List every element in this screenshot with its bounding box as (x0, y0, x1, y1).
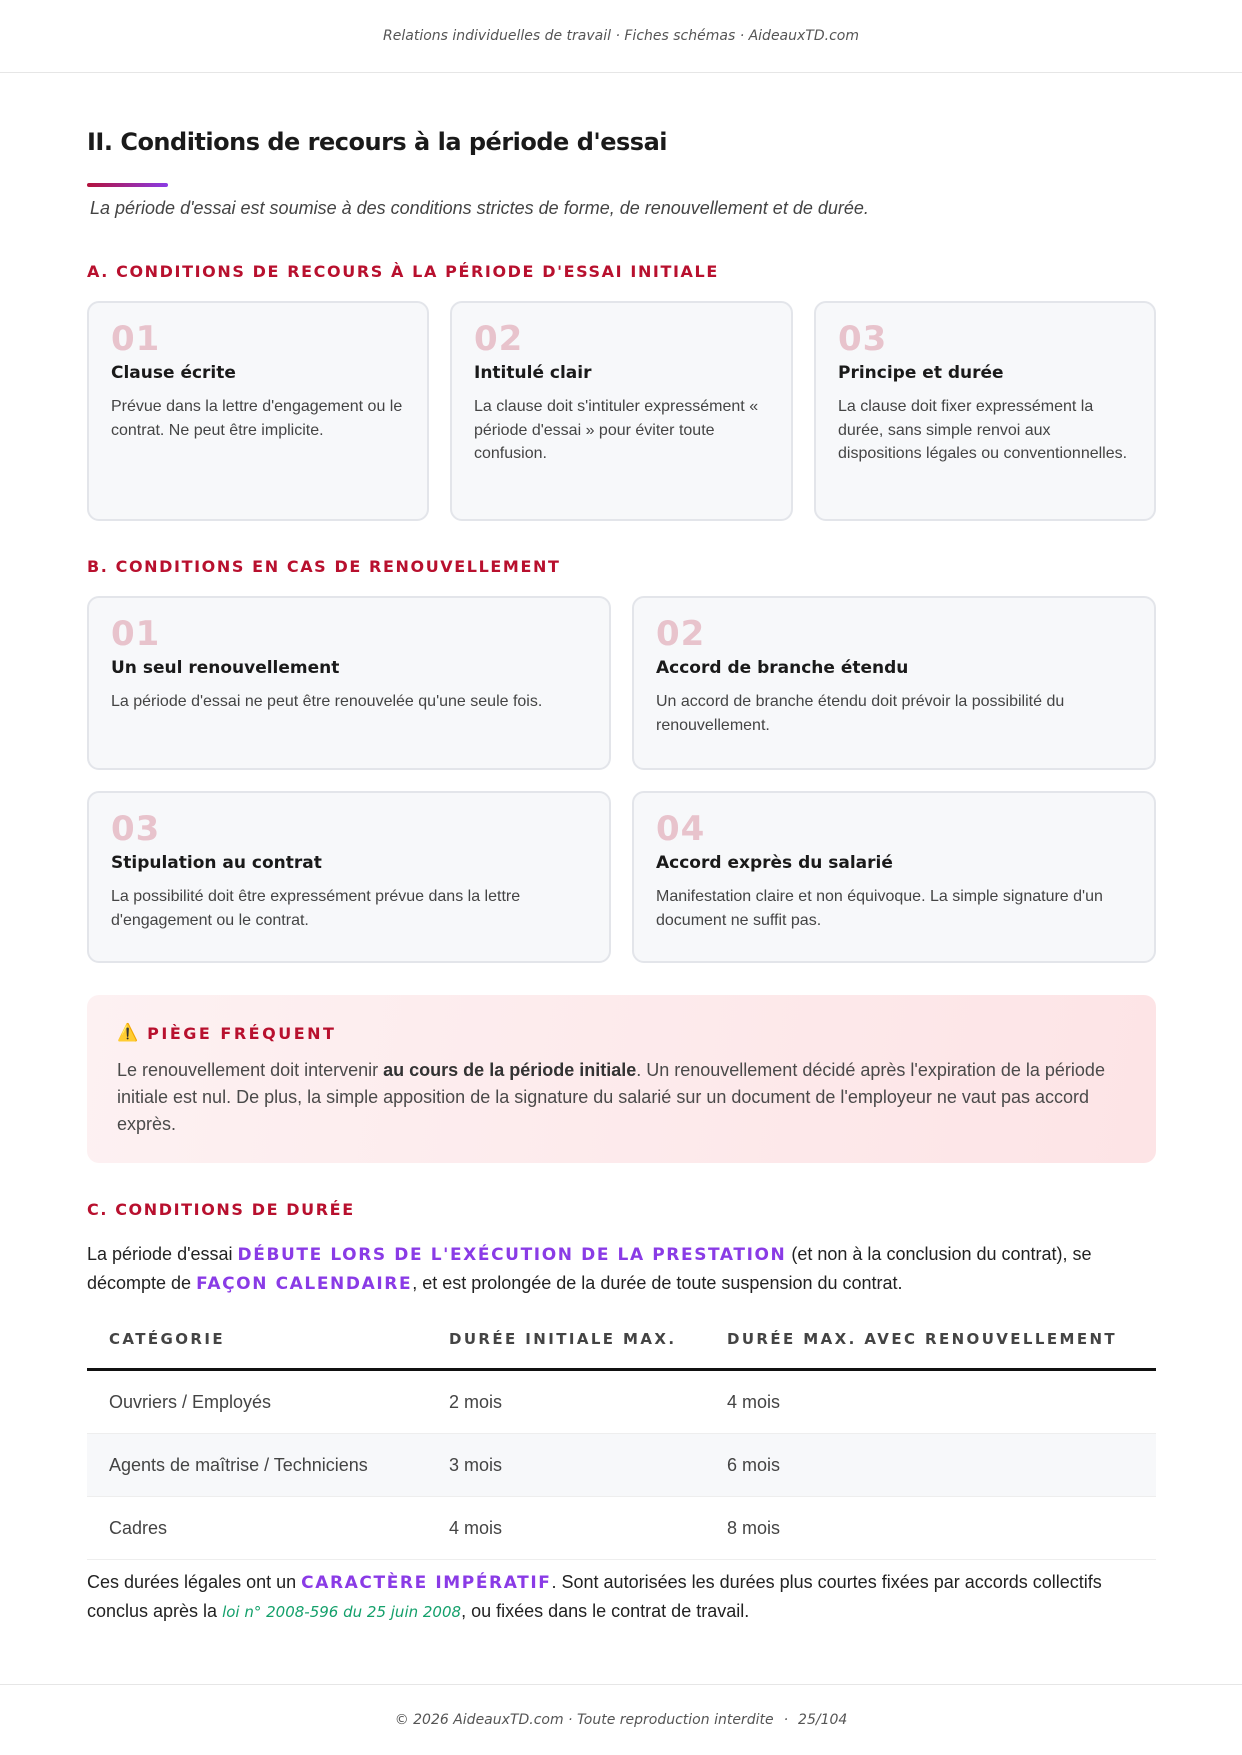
table-row (87, 1434, 1156, 1497)
card-number: 03 (838, 319, 888, 359)
section-a-card (814, 301, 1156, 521)
card-title: Principe et durée (838, 363, 1004, 383)
table-header-cell: DURÉE MAX. AVEC RENOUVELLEMENT (705, 1310, 1156, 1370)
footer-copyright: © 2026 AideauxTD.com · Toute reproduction interdite (394, 1712, 774, 1728)
card-text: La période d'essai ne peut être renouvelée qu'une seule fois. (111, 693, 543, 710)
warning-title-text: PIÈGE FRÉQUENT (147, 1023, 337, 1043)
table-header-cell: CATÉGORIE (87, 1310, 427, 1370)
header-text: Relations individuelles de travail · Fiches schémas · AideauxTD.com (383, 28, 859, 44)
para2-text-2: . Sont autorisées les durées plus courtes fixées par accords collectifs conclus après la (87, 1572, 1102, 1621)
card-number: 02 (474, 319, 524, 359)
page-footer: © 2026 AideauxTD.com · Toute reproduction interdite · 25/104 (0, 1684, 1242, 1755)
card-title: Intitulé clair (474, 363, 592, 383)
table-cell: 6 mois (705, 1434, 1156, 1497)
para1-keyword-1: DÉBUTE LORS DE L'EXÉCUTION DE LA PRESTATION (237, 1245, 787, 1265)
card-number: 01 (111, 319, 161, 359)
card-title: Clause écrite (111, 363, 236, 383)
card-number: 02 (656, 614, 706, 654)
warning-box (87, 995, 1156, 1163)
card-number: 04 (656, 809, 706, 849)
title-underline (87, 183, 168, 187)
para1-text-3: , et est prolongée de la durée de toute suspension du contrat. (412, 1273, 903, 1293)
card-title: Accord de branche étendu (656, 658, 909, 678)
table-header-cell: DURÉE INITIALE MAX. (427, 1310, 705, 1370)
duration-table (87, 1310, 1156, 1560)
duration-paragraph (87, 1240, 1156, 1298)
table-row (87, 1370, 1156, 1434)
table-cell: Cadres (87, 1497, 427, 1560)
para1-keyword-2: FAÇON CALENDAIRE (196, 1274, 413, 1294)
card-title: Stipulation au contrat (111, 853, 322, 873)
page-number: 25/104 (798, 1712, 848, 1728)
card-text: La clause doit fixer expressément la durée, sans simple renvoi aux dispositions légales ou conventionnelles. (838, 398, 1128, 462)
card-text: La possibilité doit être expressément prévue dans la lettre d'engagement ou le contrat. (111, 888, 521, 929)
table-cell: Agents de maîtrise / Techniciens (87, 1434, 427, 1497)
card-title: Accord exprès du salarié (656, 853, 893, 873)
section-b-card (87, 791, 611, 963)
card-text: La clause doit s'intituler expressément « période d'essai » pour éviter toute confusion. (474, 398, 759, 462)
section-b-card (632, 791, 1156, 963)
table-cell: 2 mois (427, 1370, 705, 1434)
table-cell: 3 mois (427, 1434, 705, 1497)
para2-text-3: , ou fixées dans le contrat de travail. (461, 1601, 750, 1621)
card-number: 01 (111, 614, 161, 654)
para1-text-1: La période d'essai (87, 1244, 238, 1264)
para1-text-2: (et non à la conclusion du contrat), se décompte de (87, 1244, 1092, 1293)
section-a-card (87, 301, 429, 521)
table-row (87, 1497, 1156, 1560)
card-text: Un accord de branche étendu doit prévoir la possibilité du renouvellement. (656, 693, 1065, 734)
para2-text-1: Ces durées légales ont un (87, 1572, 302, 1592)
section-a-title: A. CONDITIONS DE RECOURS À LA PÉRIODE D'ESSAI INITIALE (87, 262, 719, 281)
card-number: 03 (111, 809, 161, 849)
section-b-card (87, 596, 611, 770)
warning-text-bold: au cours de la période initiale (383, 1060, 637, 1080)
imperative-paragraph (87, 1568, 1156, 1626)
table-cell: 4 mois (705, 1370, 1156, 1434)
table-cell: 4 mois (427, 1497, 705, 1560)
warning-text-after: . Un renouvellement décidé après l'expiration de la période initiale est nul. De plus, la simple apposition de la signature du salarié sur un document de l'employeur ne vaut pas accord exprès. (117, 1060, 1105, 1134)
table-cell: 8 mois (705, 1497, 1156, 1560)
card-text: Prévue dans la lettre d'engagement ou le contrat. Ne peut être implicite. (111, 398, 403, 439)
table-cell: Ouvriers / Employés (87, 1370, 427, 1434)
warning-text (117, 1057, 1126, 1138)
section-c-title: C. CONDITIONS DE DURÉE (87, 1200, 355, 1219)
page-header (0, 0, 1242, 73)
section-b-title: B. CONDITIONS EN CAS DE RENOUVELLEMENT (87, 557, 561, 576)
warning-icon: ⚠️ (117, 1023, 139, 1043)
table-header-row (87, 1310, 1156, 1370)
section-a-card (450, 301, 793, 521)
warning-title (117, 1023, 1126, 1043)
card-text: Manifestation claire et non équivoque. La simple signature d'un document ne suffit pas. (656, 888, 1103, 929)
section-b-card (632, 596, 1156, 770)
para2-keyword: CARACTÈRE IMPÉRATIF (301, 1573, 552, 1593)
intro-text: La période d'essai est soumise à des conditions strictes de forme, de renouvellement et de durée. (90, 198, 869, 218)
law-reference: loi n° 2008-596 du 25 juin 2008 (222, 1603, 462, 1621)
card-title: Un seul renouvellement (111, 658, 340, 678)
warning-text-before: Le renouvellement doit intervenir (117, 1060, 384, 1080)
page-title: II. Conditions de recours à la période d'essai (87, 128, 667, 156)
